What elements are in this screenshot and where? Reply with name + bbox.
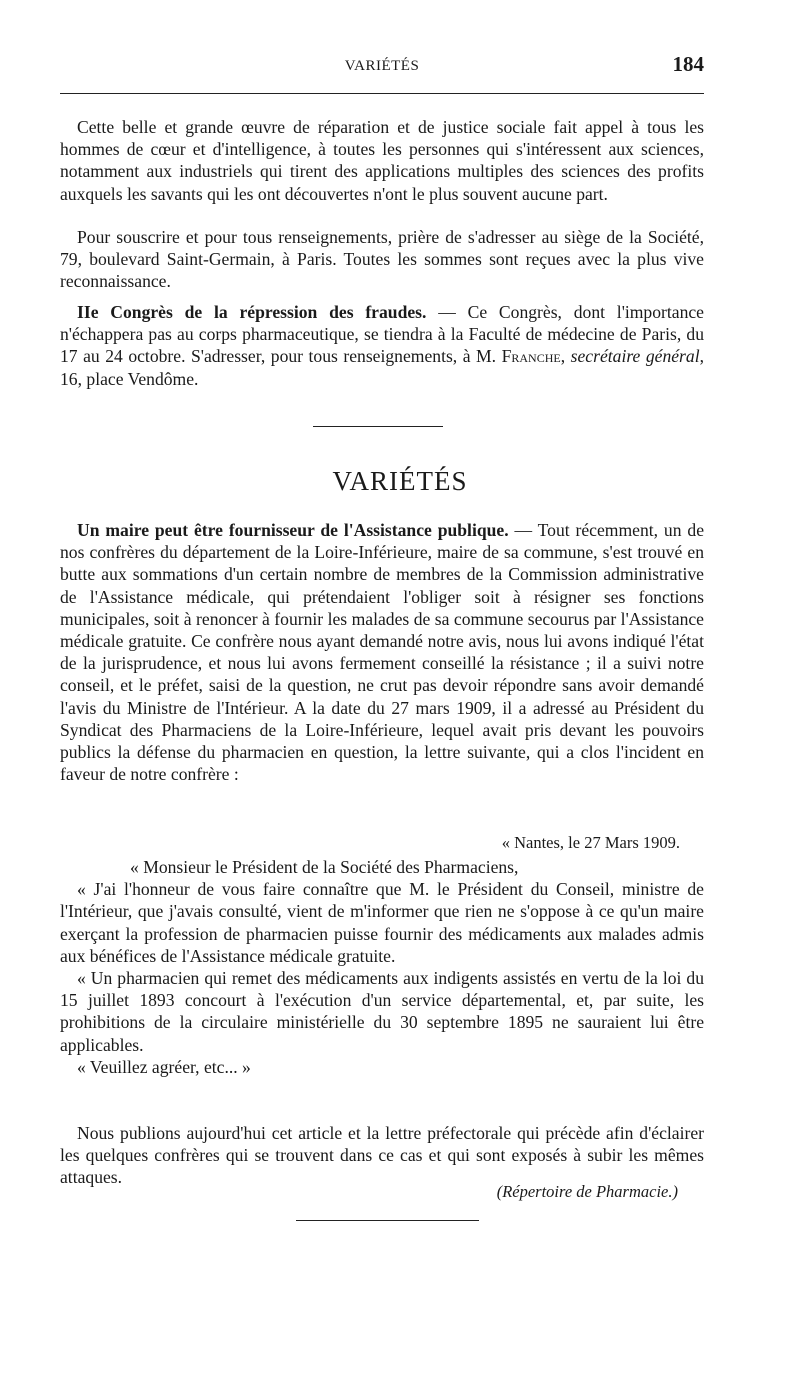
intro-paragraph-1-text: Cette belle et grande œuvre de réparation et de justice sociale fait appel à tous les hommes de cœur et d'intelligence, à toutes les personnes qui s'intéressent aux sciences, notamment aux industriels qui tirent des applications multiples des sciences des profits auxquels les savants qui les ont découvertes n'ont le plus souvent aucune part. (60, 117, 704, 204)
letter-paragraph-1: « J'ai l'honneur de vous faire connaître que M. le Président du Conseil, ministre de l'Intérieur, que j'avais consulté, vient de m'informer que rien ne s'oppose à ce qu'un maire exerçant la profession de pharmacien puisse fournir des médicaments aux malades admis aux bénéfices de l'Assistance médicale gratuite. (60, 879, 704, 966)
running-head-title: VARIÉTÉS (344, 58, 420, 74)
letter-closing: « Veuillez agréer, etc... » (77, 1056, 251, 1077)
intro-paragraph-2-text: Pour souscrire et pour tous renseignements, prière de s'adresser au siège de la Société, 79, boulevard Saint-Germain, à Paris. Toutes les sommes sont reçues avec la plus vive reconnaissance. (60, 227, 704, 292)
source-citation-text: (Répertoire de Pharmacie.) (496, 1182, 678, 1201)
running-head (60, 52, 704, 82)
article (60, 519, 704, 785)
header-rule (60, 93, 704, 94)
article-heading: Un maire peut être fournisseur de l'Assistance publique. (77, 520, 509, 540)
conclusion (60, 1122, 704, 1189)
letter-paragraph-2: « Un pharmacien qui remet des médicaments aux indigents assistés en vertu de la loi du 15 juillet 1893 concourt à l'exécution d'un service départemental, et, par suite, les prohibitions de la circulaire ministérielle du 30 septembre 1895 ne sauraient lui être applicables. (60, 968, 704, 1055)
letter (60, 856, 704, 1078)
congres-contact-role: secrétaire général (570, 346, 700, 367)
congres-address: , 16, place Vendôme. (60, 346, 704, 389)
letter-dateline: « Nantes, le 27 Mars 1909. (501, 833, 680, 852)
intro-paragraph-1 (60, 116, 704, 205)
source-citation (60, 1182, 678, 1202)
page-number: 184 (672, 52, 704, 76)
section-title: VARIÉTÉS (332, 466, 468, 496)
congres-body: Ce Congrès, dont l'importance n'échappera pas au corps pharmaceutique, se tiendra à la Faculté de médecine de Paris, du 17 au 24 octobre. S'adresser, pour tous renseignements, à M. (60, 302, 704, 367)
congres-notice (60, 301, 704, 390)
section-separator (313, 426, 443, 427)
end-separator (296, 1220, 479, 1221)
letter-salutation: « Monsieur le Président de la Société des Pharmaciens, (130, 857, 519, 877)
intro-paragraph-2 (60, 226, 704, 293)
congres-contact-name: Franche (501, 346, 561, 367)
congres-heading: IIe Congrès de la répression des fraudes. (77, 302, 427, 322)
article-paragraph: Un maire peut être fournisseur de l'Assistance publique. — Tout récemment, un de nos confrères du département de la Loire-Inférieure, maire de sa commune, s'est trouvé en butte aux sommations d'un certain nombre de membres de la Commission administrative de l'Assistance médicale, qui prétendaient l'obliger soit à résigner ses fonctions municipales, soit à renoncer à fournir les malades de sa commune secourus par l'Assistance médicale gratuite. Ce confrère nous ayant demandé notre avis, nous lui avons indiqué l'état de la jurisprudence, et nous lui avons fermement conseillé la résistance ; il a suivi notre conseil, et le préfet, saisi de la question, ne crut pas devoir répondre sans avoir demandé l'avis du Ministre de l'Intérieur. A la date du 27 mars 1909, il a adressé au Président du Syndicat des Pharmaciens de la Loire-Inférieure, lequel avait pris devant les pouvoirs publics la défense du pharmacien en question, la lettre suivante, qui a clos l'incident en faveur de notre confrère : (60, 520, 705, 785)
congres-paragraph: IIe Congrès de la répression des fraudes. — Ce Congrès, dont l'importance n'échappera pas au corps pharmaceutique, se tiendra à la Faculté de médecine de Paris, du 17 au 24 octobre. S'adresser, pour tous renseignements, à M. Franche, secrétaire général, 16, place Vendôme. (60, 302, 704, 389)
article-body: Tout récemment, un de nos confrères du département de la Loire-Inférieure, maire de sa commune, s'est trouvé en butte aux sommations d'un certain nombre de membres de la Commission administrative de l'Assistance médicale, qui prétendaient l'obliger soit à résigner ses fonctions municipales, soit à renoncer à fournir les malades de sa commune secourus par l'Assistance médicale gratuite. Ce confrère nous ayant demandé notre avis, nous lui avons indiqué l'état de la jurisprudence, et nous lui avons fermement conseillé la résistance ; il a suivi notre conseil, et le préfet, saisi de la question, ne crut pas devoir répondre sans avoir demandé l'avis du Ministre de l'Intérieur. A la date du 27 mars 1909, il a adressé au Président du Syndicat des Pharmaciens de la Loire-Inférieure, lequel avait pris devant les pouvoirs publics la défense du pharmacien en question, la lettre suivante, qui a clos l'incident en faveur de notre confrère : (60, 520, 705, 785)
conclusion-text: Nous publions aujourd'hui cet article et la lettre préfectorale qui précède afin d'éclairer les quelques confrères qui se trouvent dans ce cas et qui sont exposés à subir les mêmes attaques. (60, 1123, 704, 1188)
